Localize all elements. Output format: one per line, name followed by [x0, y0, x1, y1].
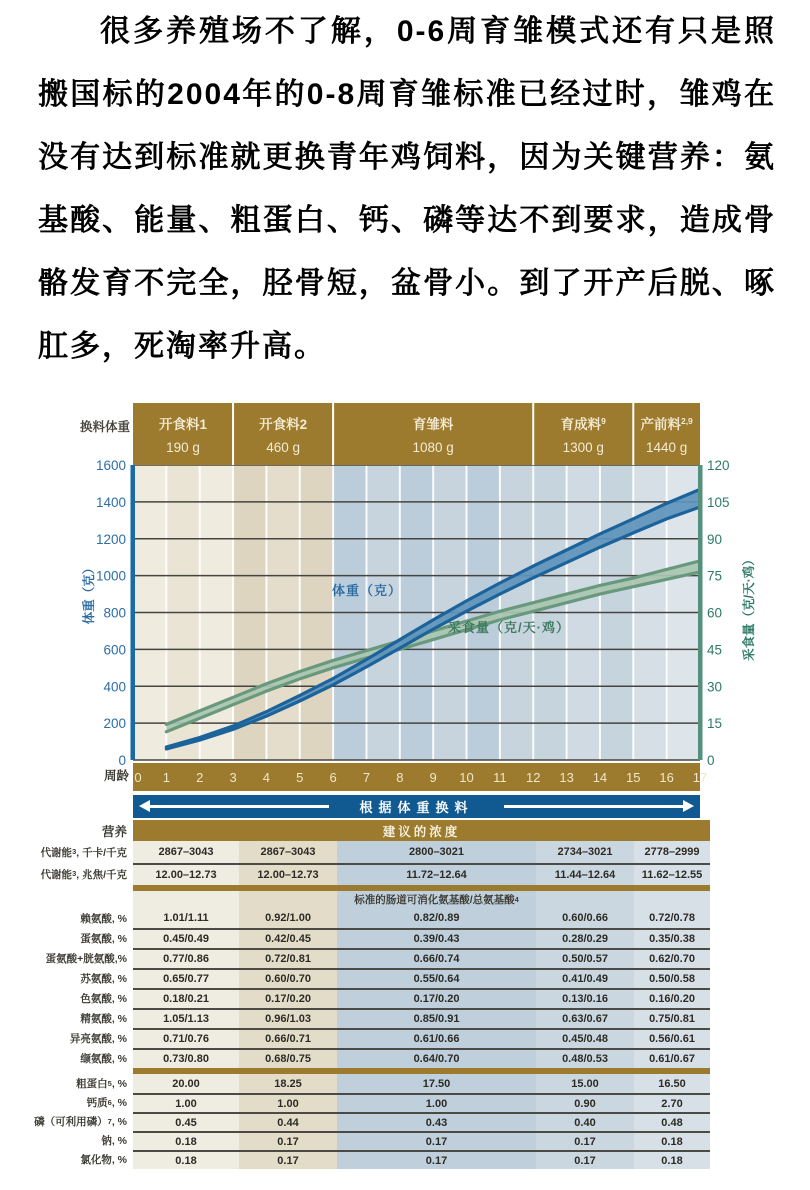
phase-amount: 460 g	[266, 440, 300, 455]
row-label: 钠, %	[101, 1135, 127, 1147]
nutrition-value-cell: 0.72/0.81	[239, 950, 337, 968]
right-tick: 90	[707, 531, 723, 547]
left-axis-bar	[131, 465, 136, 760]
nutrition-row	[0, 1150, 710, 1169]
row-label: 缬氨酸, %	[80, 1052, 127, 1065]
week-tick: 13	[559, 770, 574, 785]
phase-name: 育成料$^9$	[560, 416, 606, 432]
phase-amount: 1300 g	[562, 440, 604, 455]
left-tick: 1000	[95, 568, 126, 584]
right-tick: 120	[707, 458, 730, 473]
recommended-concentration-header: 建议的浓度	[133, 820, 710, 841]
nutrition-value-cell: 0.18	[133, 1152, 239, 1169]
intake-series-label: 采食量（克/天·鸡）	[448, 620, 570, 635]
phase-box	[533, 403, 633, 465]
left-axis-title: 体重（克）	[82, 561, 96, 625]
nutrition-value-cell: 0.48	[634, 1114, 710, 1131]
week-axis-band	[133, 763, 700, 791]
nutrition-value-cell: 0.68/0.75	[239, 1050, 337, 1068]
nutrition-value-cell: 0.48/0.53	[536, 1050, 634, 1068]
nutrition-value-cell: 0.45/0.49	[133, 930, 239, 948]
row-label: 钙质 6 , %	[86, 1096, 127, 1109]
nutrition-value-cell: 2.70	[634, 1095, 710, 1112]
nutrition-value-cell: 0.45/0.48	[536, 1030, 634, 1048]
nutrition-value-cell: 0.17/0.20	[239, 990, 337, 1008]
nutrition-value-cell: 0.92/1.00	[239, 908, 337, 928]
subheader-cell	[239, 891, 337, 908]
nutrition-row	[0, 968, 710, 988]
nutrition-row	[0, 841, 710, 863]
row-label: 异亮氨酸, %	[69, 1032, 127, 1045]
subheader-cell	[133, 891, 239, 908]
nutrition-row	[0, 928, 710, 948]
nutrition-row	[0, 1074, 710, 1093]
growth-feed-chart	[0, 403, 810, 795]
week-tick: 8	[396, 770, 404, 785]
row-label: 苏氨酸, %	[80, 972, 127, 985]
nutrition-value-cell: 0.50/0.58	[634, 970, 710, 988]
nutrition-value-cell: 0.64/0.70	[337, 1050, 536, 1068]
nutrition-value-cell: 0.66/0.71	[239, 1030, 337, 1048]
week-tick: 0	[134, 770, 142, 785]
nutrition-value-cell: 11.44–12.64	[536, 865, 634, 885]
left-tick: 800	[103, 605, 126, 621]
nutrition-value-cell: 0.18	[634, 1152, 710, 1169]
phase-name: 开食料1	[159, 417, 208, 432]
nutrition-value-cell: 12.00–12.73	[133, 865, 239, 885]
nutrition-value-cell: 1.00	[239, 1095, 337, 1112]
phase-box	[233, 403, 333, 465]
nutrition-row	[0, 1112, 710, 1131]
row-label	[0, 891, 133, 908]
nutrition-value-cell: 0.55/0.64	[337, 970, 536, 988]
nutrition-value-cell: 0.39/0.43	[337, 930, 536, 948]
nutrition-value-cell: 2867–3043	[133, 841, 239, 863]
row-label: 粗蛋白 5 , %	[76, 1077, 127, 1090]
week-tick: 10	[459, 770, 474, 785]
subheader-cell: 标准的肠道可消化氨基酸/总氨基酸 4	[337, 891, 536, 908]
right-tick: 60	[707, 605, 723, 621]
left-tick: 600	[103, 642, 126, 658]
amino-subheader-row	[0, 891, 710, 908]
nutrition-value-cell: 2778–2999	[634, 841, 710, 863]
nutrition-value-cell: 0.63/0.67	[536, 1010, 634, 1028]
feed-switch-weight-label: 换料体重	[79, 420, 130, 434]
week-tick: 4	[262, 770, 271, 785]
nutrition-value-cell: 0.17	[337, 1133, 536, 1150]
left-tick: 1600	[95, 458, 126, 473]
nutrition-value-cell: 0.60/0.70	[239, 970, 337, 988]
week-tick: 15	[626, 770, 641, 785]
left-tick: 400	[103, 679, 126, 695]
right-axis-ticks	[707, 458, 730, 768]
right-axis-title: 采食量（克/天·鸡）	[742, 553, 756, 661]
nutrition-value-cell: 0.17	[239, 1152, 337, 1169]
week-tick: 7	[362, 770, 371, 785]
left-axis-ticks	[96, 458, 126, 768]
week-tick: 14	[592, 770, 608, 785]
nutrition-value-cell: 0.42/0.45	[239, 930, 337, 948]
phase-box	[133, 403, 233, 465]
nutrition-value-cell: 11.72–12.64	[337, 865, 536, 885]
week-tick: 11	[493, 770, 507, 785]
week-tick: 6	[329, 770, 337, 785]
nutrition-value-cell: 1.00	[133, 1095, 239, 1112]
nutrition-value-cell: 0.16/0.20	[634, 990, 710, 1008]
nutrition-value-cell: 0.77/0.86	[133, 950, 239, 968]
phase-name: 产前料$^{2,9}$	[640, 416, 693, 432]
nutrition-value-cell: 1.05/1.13	[133, 1010, 239, 1028]
nutrition-value-cell: 0.17	[536, 1133, 634, 1150]
nutrition-value-cell: 0.62/0.70	[634, 950, 710, 968]
nutrition-value-cell: 2867–3043	[239, 841, 337, 863]
intro-paragraph: 很多养殖场不了解，0-6周育雏模式还有只是照搬国标的2004年的0-8周育雏标准已经过时，雏鸡在没有达到标准就更换青年鸡饲料，因为关键营养：氨基酸、能量、粗蛋白、钙、磷等达不到要求，造成骨骼发育不完全，胫骨短，盆骨小。到了开产后脱、啄肛多，死淘率升高。	[38, 15, 776, 363]
phase-box	[333, 403, 533, 465]
left-tick: 1400	[95, 494, 126, 510]
week-tick: 3	[229, 770, 237, 785]
nutrition-value-cell: 0.43	[337, 1114, 536, 1131]
nutrition-value-cell: 0.18	[133, 1133, 239, 1150]
nutrition-row	[0, 1093, 710, 1112]
left-tick: 200	[103, 716, 126, 732]
nutrition-value-cell: 0.61/0.66	[337, 1030, 536, 1048]
row-label: 蛋氨酸, %	[80, 932, 127, 945]
week-tick: 16	[659, 770, 674, 785]
row-label: 代谢能 3 , 千卡/千克	[40, 846, 127, 859]
nutrition-value-cell: 0.66/0.74	[337, 950, 536, 968]
nutrition-value-cell: 0.41/0.49	[536, 970, 634, 988]
nutrition-value-cell: 12.00–12.73	[239, 865, 337, 885]
nutrition-value-cell: 0.17	[337, 1152, 536, 1169]
nutrition-value-cell: 11.62–12.55	[634, 865, 710, 885]
right-tick: 15	[707, 716, 723, 732]
row-label: 色氨酸, %	[80, 992, 127, 1005]
left-tick: 0	[118, 753, 126, 768]
right-tick: 30	[707, 679, 723, 695]
row-label: 磷（可利用磷） 7 , %	[34, 1115, 127, 1128]
nutrition-row	[0, 863, 710, 885]
nutrition-row	[0, 1131, 710, 1150]
nutrition-value-cell: 0.65/0.77	[133, 970, 239, 988]
week-tick: 5	[296, 770, 304, 785]
nutrition-value-cell: 0.17	[239, 1133, 337, 1150]
nutrition-value-cell: 0.13/0.16	[536, 990, 634, 1008]
left-tick: 1200	[95, 531, 126, 547]
right-axis-bar	[698, 465, 703, 760]
nutrition-value-cell: 20.00	[133, 1074, 239, 1093]
nutrition-value-cell: 0.82/0.89	[337, 908, 536, 928]
right-tick: 45	[707, 642, 723, 658]
nutrition-row	[0, 908, 710, 928]
nutrition-value-cell: 0.60/0.66	[536, 908, 634, 928]
nutrition-value-cell: 0.72/0.78	[634, 908, 710, 928]
row-label: 精氨酸, %	[80, 1012, 127, 1025]
week-tick: 1	[162, 770, 170, 785]
nutrition-value-cell: 1.01/1.11	[133, 908, 239, 928]
nutrition-table-header	[0, 820, 710, 841]
nutrition-value-cell: 0.45	[133, 1114, 239, 1131]
nutrition-row	[0, 948, 710, 968]
nutrition-value-cell: 0.28/0.29	[536, 930, 634, 948]
nutrition-value-cell: 2800–3021	[337, 841, 536, 863]
switch-feed-by-weight-bar	[133, 795, 700, 818]
nutrition-value-cell: 0.35/0.38	[634, 930, 710, 948]
row-label: 代谢能 3 , 兆焦/千克	[40, 868, 127, 881]
phase-box	[633, 403, 700, 465]
week-tick: 12	[526, 770, 541, 785]
nutrition-value-cell: 0.85/0.91	[337, 1010, 536, 1028]
nutrition-value-cell: 16.50	[634, 1074, 710, 1093]
row-label: 蛋氨酸+胱氨酸,%	[45, 952, 127, 965]
nutrition-rows	[0, 841, 710, 1169]
phase-name: 开食料2	[259, 417, 308, 432]
nutrition-label: 营养	[101, 824, 127, 839]
nutrition-value-cell: 18.25	[239, 1074, 337, 1093]
nutrition-value-cell: 15.00	[536, 1074, 634, 1093]
week-tick: 17	[692, 770, 708, 785]
nutrition-value-cell: 0.96/1.03	[239, 1010, 337, 1028]
nutrition-row	[0, 1048, 710, 1068]
nutrition-value-cell: 2734–3021	[536, 841, 634, 863]
nutrition-row	[0, 988, 710, 1008]
nutrition-value-cell: 0.44	[239, 1114, 337, 1131]
nutrition-value-cell: 0.18	[634, 1133, 710, 1150]
row-label: 氯化物, %	[80, 1154, 127, 1166]
nutrition-value-cell: 0.61/0.67	[634, 1050, 710, 1068]
subheader-cell	[634, 891, 710, 908]
nutrition-value-cell: 0.17/0.20	[337, 990, 536, 1008]
right-tick: 105	[707, 494, 730, 510]
week-tick: 9	[429, 770, 437, 785]
x-axis-title: 周龄	[103, 769, 129, 783]
phase-amount: 190 g	[166, 440, 200, 455]
nutrition-value-cell: 0.40	[536, 1114, 634, 1131]
row-label: 赖氨酸, %	[80, 912, 127, 925]
nutrition-value-cell: 0.90	[536, 1095, 634, 1112]
nutrition-value-cell: 0.18/0.21	[133, 990, 239, 1008]
nutrition-value-cell: 17.50	[337, 1074, 536, 1093]
nutrition-value-cell: 0.17	[536, 1152, 634, 1169]
phase-name: 育雏料	[412, 417, 454, 432]
phase-amount: 1080 g	[412, 440, 454, 455]
nutrition-value-cell: 0.56/0.61	[634, 1030, 710, 1048]
subheader-cell	[536, 891, 634, 908]
right-tick: 75	[707, 568, 723, 584]
right-tick: 0	[707, 753, 715, 768]
nutrition-value-cell: 1.00	[337, 1095, 536, 1112]
phase-amount: 1440 g	[645, 440, 688, 455]
phase-header	[133, 403, 700, 465]
nutrition-value-cell: 0.50/0.57	[536, 950, 634, 968]
weight-series-label: 体重（克）	[332, 583, 403, 598]
switch-bar-text: 根据体重换料	[359, 800, 474, 815]
week-tick: 2	[196, 770, 204, 785]
nutrition-value-cell: 0.73/0.80	[133, 1050, 239, 1068]
nutrition-value-cell: 0.75/0.81	[634, 1010, 710, 1028]
left-arrow-icon	[149, 805, 329, 808]
nutrition-row	[0, 1008, 710, 1028]
right-arrow-icon	[504, 805, 684, 808]
nutrition-row	[0, 1028, 710, 1048]
nutrition-value-cell: 0.71/0.76	[133, 1030, 239, 1048]
